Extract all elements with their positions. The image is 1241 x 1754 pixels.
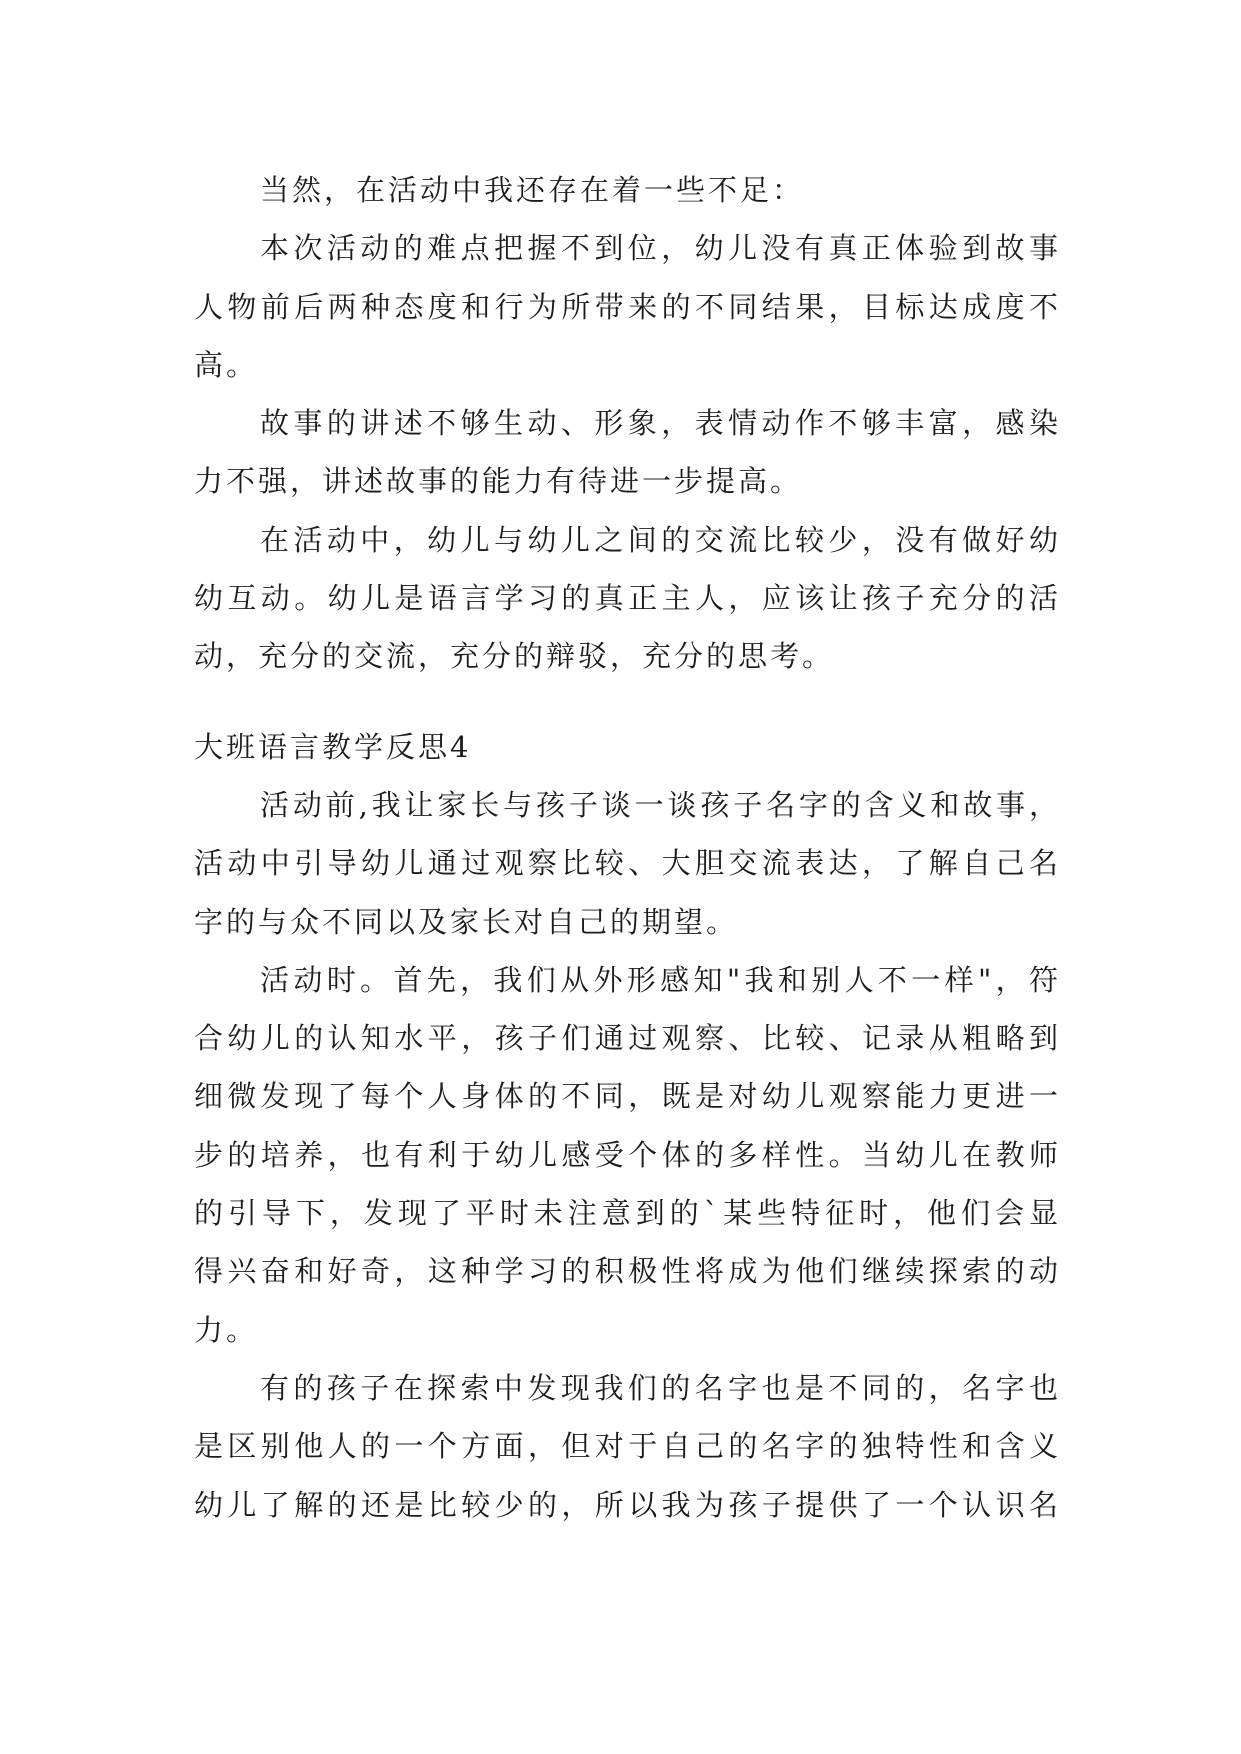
- text-line: 合幼儿的认知水平，孩子们通过观察、比较、记录从粗略到: [194, 1021, 1061, 1056]
- paragraph: [194, 511, 1061, 686]
- text-line: 活动时。首先，我们从外形感知"我和别人不一样"，符: [260, 962, 1061, 997]
- text-line: 细微发现了每个人身体的不同，既是对幼儿观察能力更进一: [194, 1079, 1061, 1114]
- text-line: 人物前后两种态度和行为所带来的不同结果，目标达成度不: [194, 289, 1061, 324]
- text-line: 的引导下，发现了平时未注意到的`某些特征时，他们会显: [194, 1196, 1061, 1231]
- text-line: 力不强，讲述故事的能力有待进一步提高。: [194, 464, 803, 499]
- paragraph: [194, 951, 1061, 1359]
- text-line: 活动中引导幼儿通过观察比较、大胆交流表达，了解自己名: [194, 846, 1061, 881]
- section-heading: 大班语言教学反思4: [194, 729, 472, 764]
- text-line: 当然，在活动中我还存在着一些不足：: [260, 173, 805, 207]
- document-body: [194, 161, 1061, 1534]
- paragraph: [194, 394, 1061, 511]
- text-line: 字的与众不同以及家长对自己的期望。: [194, 904, 739, 939]
- text-line: 得兴奋和好奇，这种学习的积极性将成为他们继续探索的动: [194, 1254, 1061, 1289]
- text-line: 在活动中，幼儿与幼儿之间的交流比较少，没有做好幼: [260, 522, 1061, 557]
- paragraph: [194, 776, 1061, 951]
- paragraph: [194, 1359, 1061, 1534]
- text-line: 高。: [194, 347, 259, 382]
- text-line: 本次活动的难点把握不到位，幼儿没有真正体验到故事: [260, 231, 1061, 266]
- text-line: 活动前,我让家长与孩子谈一谈孩子名字的含义和故事，: [260, 787, 1061, 822]
- text-line: 是区别他人的一个方面，但对于自己的名字的独特性和含义: [194, 1429, 1061, 1464]
- text-line: 幼互动。幼儿是语言学习的真正主人，应该让孩子充分的活: [194, 581, 1061, 616]
- section-shortcomings: [194, 161, 1061, 686]
- text-line: 动，充分的交流，充分的辩驳，充分的思考。: [194, 639, 835, 674]
- text-line: 步的培养，也有利于幼儿感受个体的多样性。当幼儿在教师: [194, 1137, 1061, 1172]
- section-reflection-4: [194, 718, 1061, 1534]
- text-line: 幼儿了解的还是比较少的，所以我为孩子提供了一个认识名: [194, 1487, 1061, 1522]
- text-line: 故事的讲述不够生动、形象，表情动作不够丰富，感染: [260, 406, 1061, 441]
- paragraph: [194, 219, 1061, 394]
- paragraph: [194, 161, 1061, 219]
- text-line: 有的孩子在探索中发现我们的名字也是不同的，名字也: [260, 1370, 1061, 1405]
- text-line: 力。: [194, 1312, 259, 1347]
